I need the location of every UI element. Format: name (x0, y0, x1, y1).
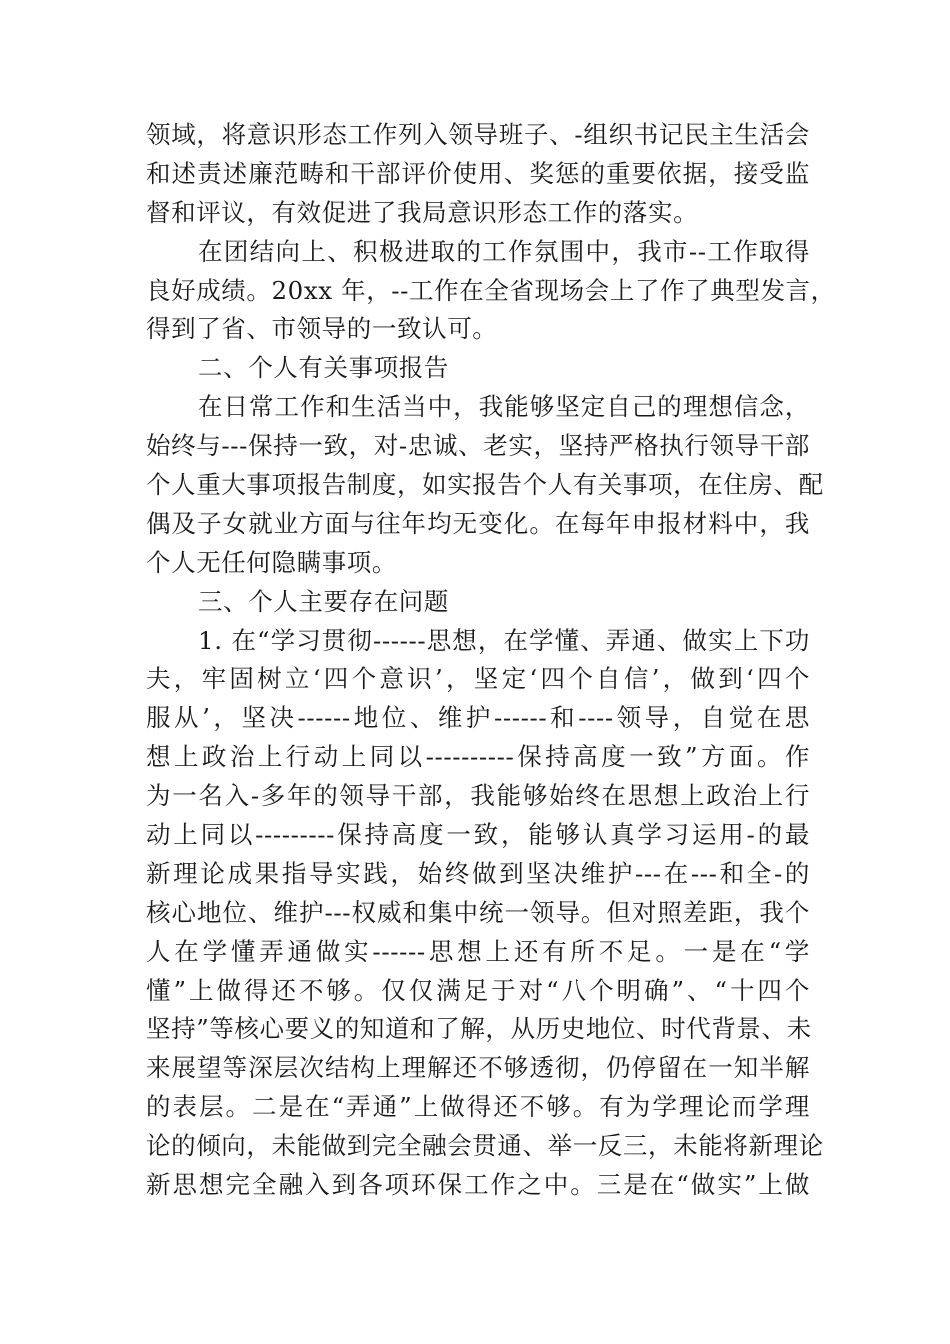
text-line: 在团结向上、积极进取的工作氛围中，我市--工作取得 (198, 236, 810, 266)
text-line: 动上同以---------保持高度一致，能够认真学习运用-的最 (146, 820, 810, 850)
text-line: 论的倾向，未能做到完全融会贯通、举一反三，未能将新理论 (146, 1131, 824, 1161)
text-line: 为一名入-多年的领导干部，我能够始终在思想上政治上行 (146, 781, 810, 811)
text-line: 和述责述廉范畴和干部评价使用、奖惩的重要依据，接受监 (146, 158, 810, 188)
text-line: 核心地位、维护---权威和集中统一领导。但对照差距，我个 (146, 897, 810, 927)
text-line: 坚持”等核心要义的知道和了解，从历史地位、时代背景、未 (146, 1014, 812, 1044)
text-line: 个人重大事项报告制度，如实报告个人有关事项，在住房、配 (146, 470, 824, 500)
body-text (146, 116, 836, 1205)
text-line: 督和评议，有效促进了我局意识形态工作的落实。 (146, 197, 699, 227)
text-line: 懂”上做得还不够。仅仅满足于对“八个明确”、“十四个 (146, 975, 810, 1005)
text-line: 人在学懂弄通做实------思想上还有所不足。一是在“学 (146, 936, 810, 966)
text-line: 服从’，坚决------地位、维护------和----领导，自觉在思 (146, 703, 810, 733)
text-line: 偶及子女就业方面与往年均无变化。在每年申报材料中，我 (146, 508, 810, 538)
text-line: 个人无任何隐瞒事项。 (146, 547, 397, 577)
text-line: 二、个人有关事项报告 (198, 353, 449, 383)
text-line: 三、个人主要存在问题 (198, 586, 449, 616)
text-line: 始终与---保持一致，对-忠诚、老实，坚持严格执行领导干部 (146, 431, 810, 461)
text-line: 在日常工作和生活当中，我能够坚定自己的理想信念， (198, 392, 810, 422)
text-line: 夫，牢固树立‘四个意识’，坚定‘四个自信’，做到‘四个 (146, 664, 810, 694)
text-line: 良好成绩。20xx 年，--工作在全省现场会上了作了典型发言， (146, 275, 836, 305)
text-line: 的表层。二是在“弄通”上做得还不够。有为学理论而学理 (146, 1092, 810, 1122)
text-line: 新理论成果指导实践，始终做到坚决维护---在---和全-的 (146, 858, 810, 888)
text-line: 领域，将意识形态工作列入领导班子、-组织书记民主生活会 (146, 120, 810, 149)
text-line: 想上政治上行动上同以----------保持高度一致”方面。作 (146, 742, 810, 772)
text-line: 1. 在“学习贯彻------思想，在学懂、弄通、做实上下功 (198, 625, 810, 655)
text-line: 得到了省、市领导的一致认可。 (146, 314, 498, 344)
text-line: 新思想完全融入到各项环保工作之中。三是在“做实”上做 (146, 1170, 810, 1200)
text-line: 来展望等深层次结构上理解还不够透彻，仍停留在一知半解 (146, 1053, 810, 1083)
